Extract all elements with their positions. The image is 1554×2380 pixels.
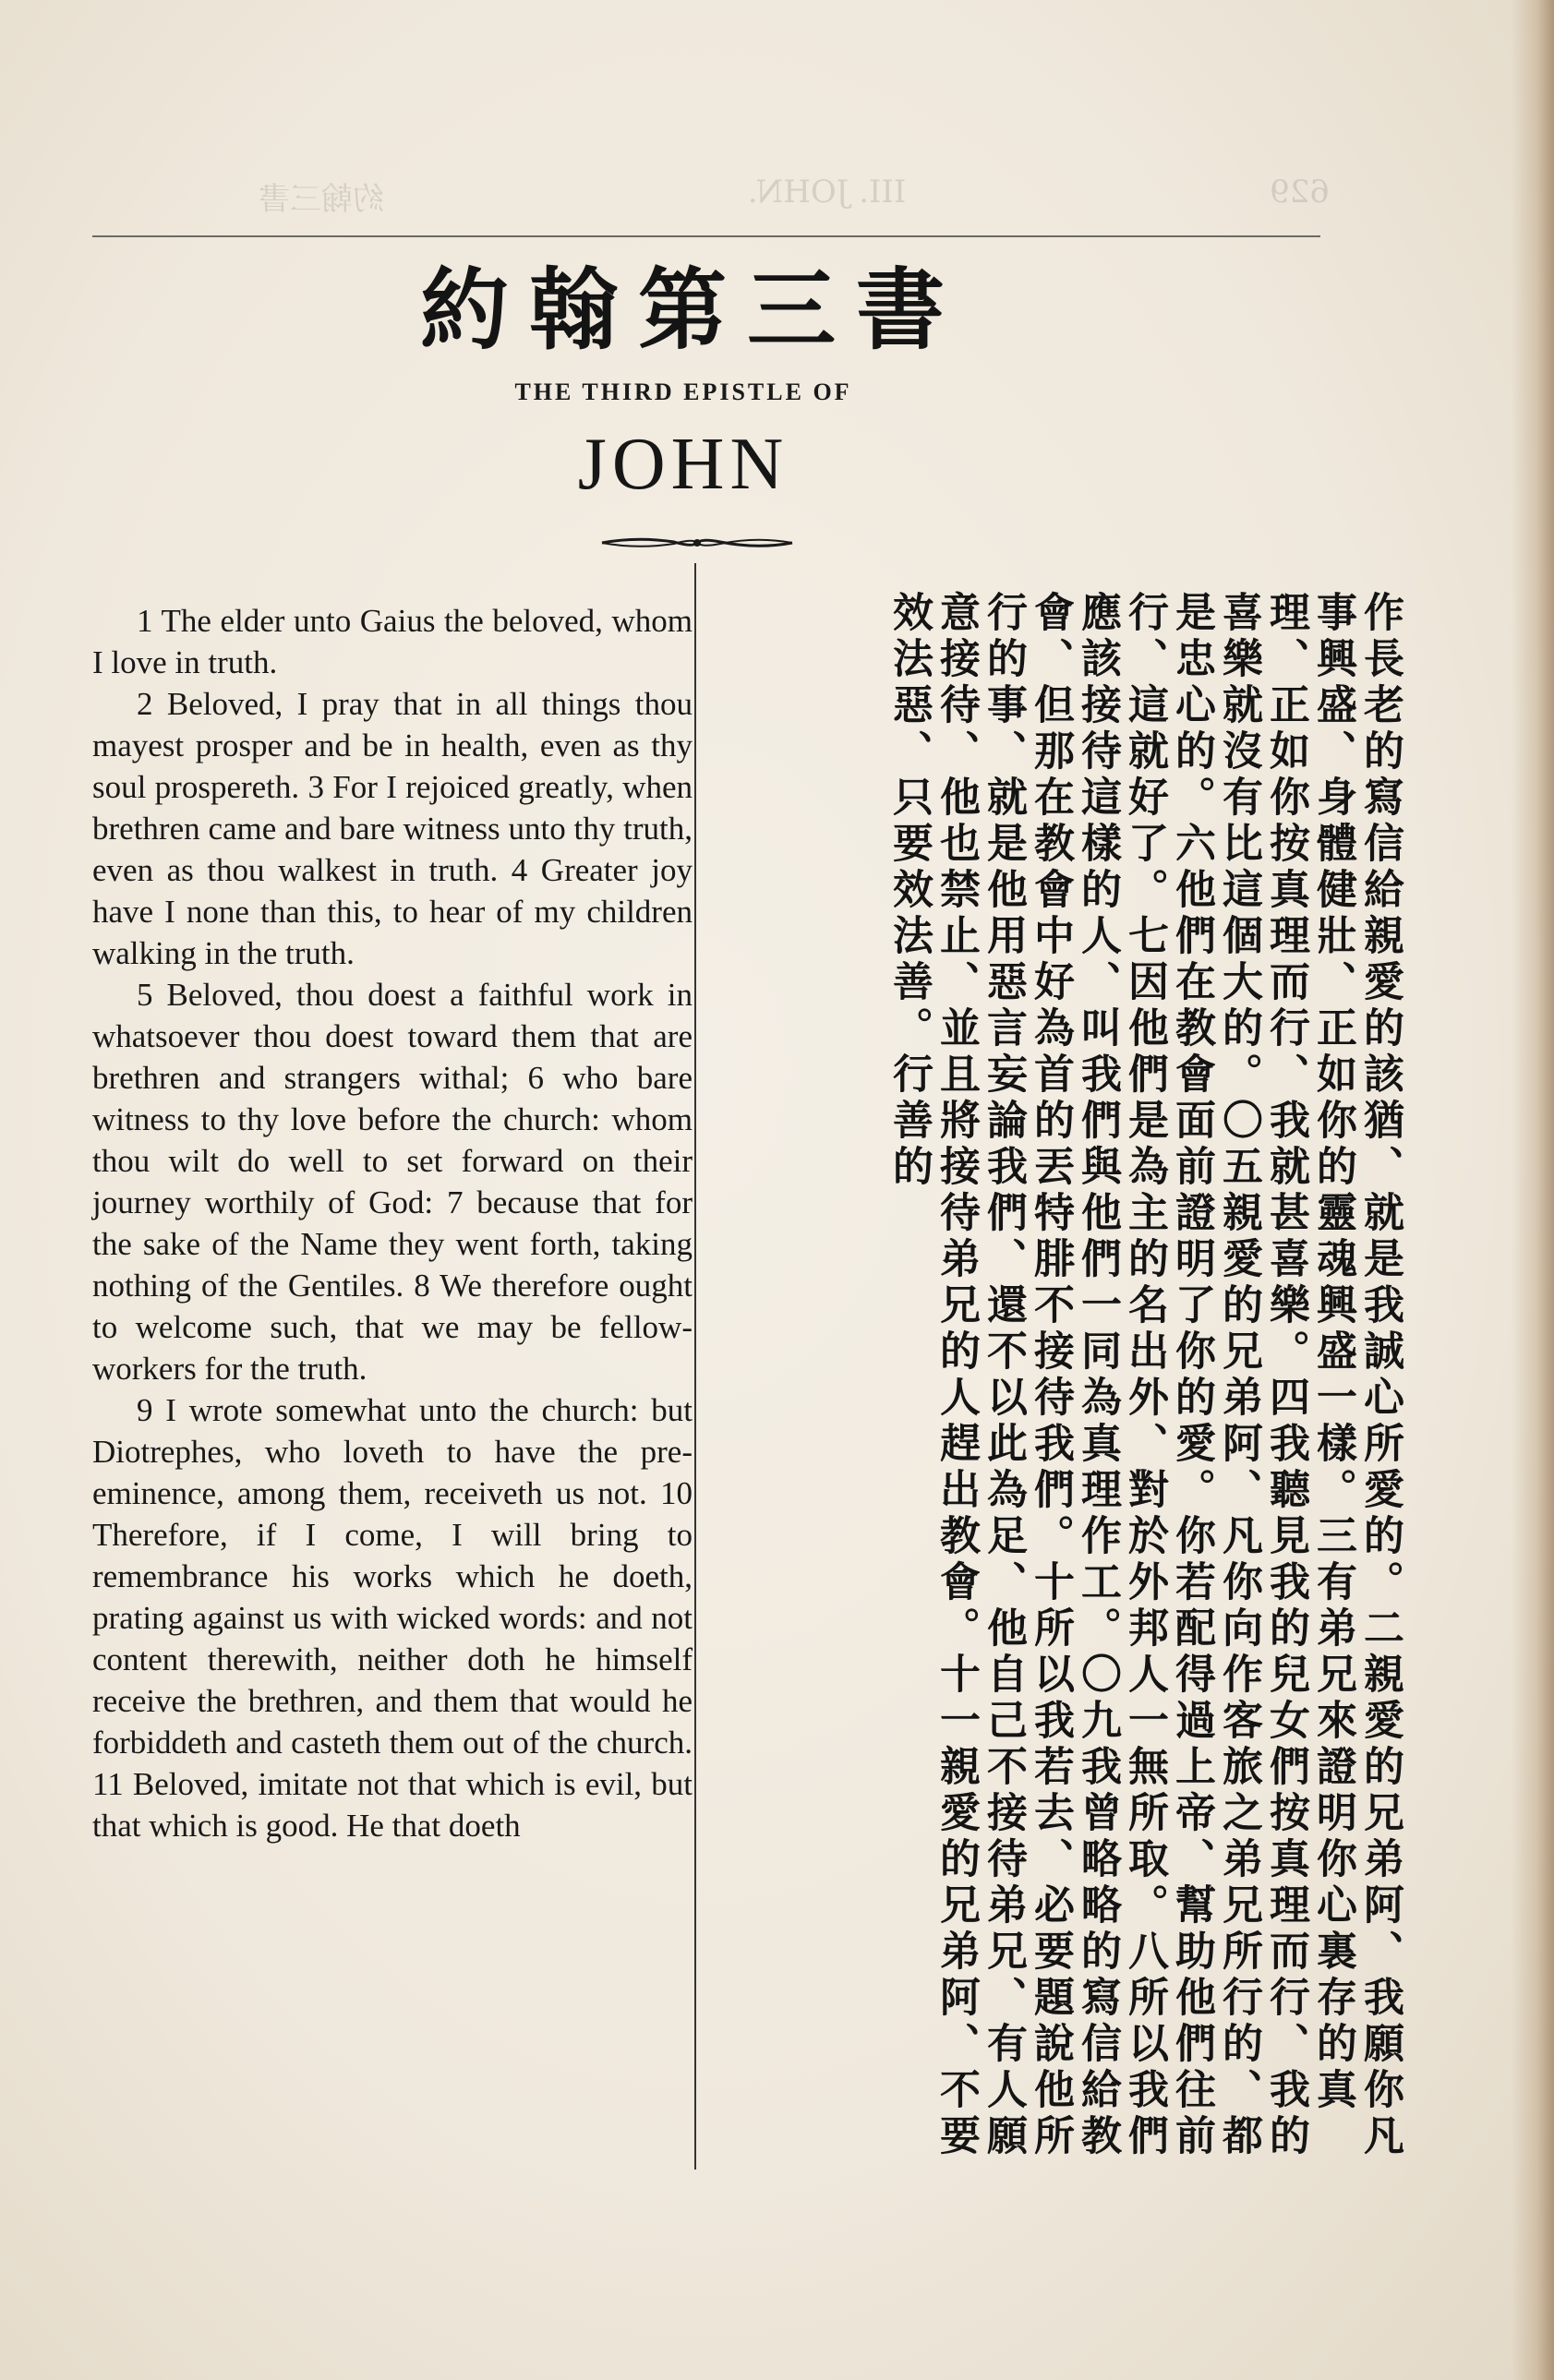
verse-paragraph: 5 Beloved, thou doest a faithful work in whatsoever thou doest toward them that are brethren and strangers withal; 6 who bare witness to thy love before the church: whom thou wilt do well to set forward on their journey worthily of God: 7 because that for the sake of the Name they went forth, taking nothing of the Gentiles. 8 We therefore ought to welcome such, that we may be fellow-workers for the truth. [92,977,693,1387]
bleed-through-header [259,174,1330,218]
book-subtitle: THE THIRD EPISTLE OF [514,379,852,405]
ornament-divider [600,531,794,555]
english-text-column [92,600,693,1846]
ghost-chinese-title: 約翰三書 [259,181,385,218]
verse-paragraph: 2 Beloved, I pray that in all things thou mayest prosper and be in health, even as thy soul prospereth. 3 For I rejoiced greatly, when brethren came and bare witness unto thy truth, even as thou walkest in truth. 4 Greater joy have I none than this, to hear of my children walking in the truth. [92,686,693,971]
chinese-text-column [702,591,1403,2179]
column-divider [694,563,696,2170]
verse-paragraph: 1 The elder unto Gaius the beloved, whom I love in truth. [92,603,693,680]
chinese-verses: 作長老的寫信給親愛的該猶、就是我誠心所愛的。二親愛的兄弟阿、我願你凡事興盛、身體健壯、正如你的靈魂興盛一樣。三有弟兄來證明你心裏存的真理、正如你按真理而行、我就甚喜樂。四我聽見我的兒女們按真理而行、我的喜樂就沒有比這個大的。〇五親愛的兄弟阿、凡你向作客旅之弟兄所行的、都是忠心的。六他們在教會面前證明了你的愛。你若配得過上帝、幫助他們往前行、這就好了。七因他們是為主的名出外、對於外邦人一無所取。八所以我們應該接待這樣的人、叫我們與他們一同為真理作工。〇九我曾略略的寫信給教會、但那在教會中好為首的丟特腓不接待我們。十所以我若去、必要題說他所行的事、就是他用惡言妄論我們、還不以此為足、他自己不接待弟兄、有人願意接待、他也禁止、並且將接待弟兄的人趕出教會。十一親愛的兄弟阿、不要效法惡、只要效法善。行善的 [885,591,1403,2160]
ghost-page-number: 629 [1270,174,1330,210]
page-edge-shadow [1512,0,1554,2380]
english-title: JOHN [577,424,789,505]
chinese-title: 約翰第三書 [420,258,965,362]
ghost-running-title: III. JOHN. [747,174,907,210]
header-rule [92,235,1320,237]
verse-paragraph: 9 I wrote somewhat unto the church: but Diotrephes, who loveth to have the pre-eminence, among them, receiveth us not. 10 Therefore, if I come, I will bring to remembrance his works which he doeth, prating against us with wicked words: and not content therewith, neither doth he himself receive the brethren, and them that would he forbiddeth and casteth them out of the church. 11 Beloved, imitate not that which is evil, but that which is good. He that doeth [92,1392,693,1844]
